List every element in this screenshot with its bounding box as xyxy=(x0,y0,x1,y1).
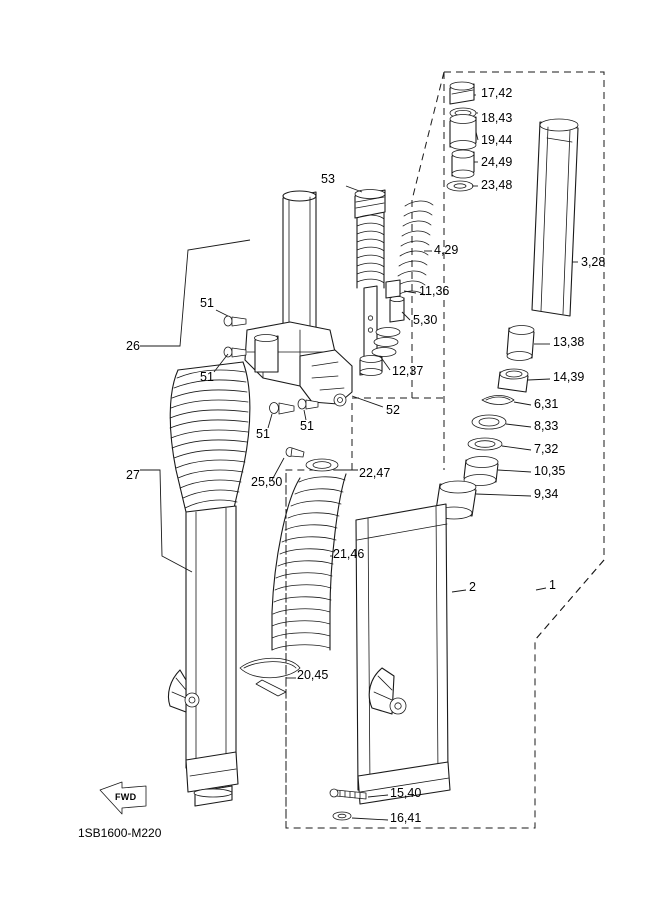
callout-5-30: 5,30 xyxy=(413,313,438,327)
callout-6-31: 6,31 xyxy=(534,397,559,411)
callout-51-d: 51 xyxy=(300,419,314,433)
callout-9-34: 9,34 xyxy=(534,487,559,501)
callout-8-33: 8,33 xyxy=(534,419,559,433)
callout-51-c: 51 xyxy=(256,427,270,441)
part-code-label: 1SB1600-M220 xyxy=(78,826,162,840)
callout-26: 26 xyxy=(126,339,140,353)
callout-22-47: 22,47 xyxy=(359,466,391,480)
callout-19-44: 19,44 xyxy=(481,133,513,147)
callout-51-b: 51 xyxy=(200,370,214,384)
callout-1: 1 xyxy=(549,578,556,592)
callout-51-a: 51 xyxy=(200,296,214,310)
callout-15-40: 15,40 xyxy=(390,786,422,800)
callout-23-48: 23,48 xyxy=(481,178,513,192)
callout-11-36: 11,36 xyxy=(419,284,450,298)
callout-24-49: 24,49 xyxy=(481,155,513,169)
fwd-direction-label: FWD xyxy=(115,792,137,802)
callout-12-37: 12,37 xyxy=(392,364,424,378)
callout-20-45: 20,45 xyxy=(297,668,329,682)
callout-2: 2 xyxy=(469,580,476,594)
callout-7-32: 7,32 xyxy=(534,442,559,456)
callout-27: 27 xyxy=(126,468,140,482)
callout-17-42: 17,42 xyxy=(481,86,513,100)
callout-3-28: 3,28 xyxy=(581,255,606,269)
callout-25-50: 25,50 xyxy=(251,475,283,489)
callout-21-46: 21,46 xyxy=(333,547,365,561)
callout-53: 53 xyxy=(321,172,335,186)
callout-4-29: 4,29 xyxy=(434,243,459,257)
callout-18-43: 18,43 xyxy=(481,111,513,125)
callout-16-41: 16,41 xyxy=(390,811,422,825)
callout-14-39: 14,39 xyxy=(553,370,585,384)
callout-13-38: 13,38 xyxy=(553,335,585,349)
callout-10-35: 10,35 xyxy=(534,464,566,478)
callout-52: 52 xyxy=(386,403,400,417)
